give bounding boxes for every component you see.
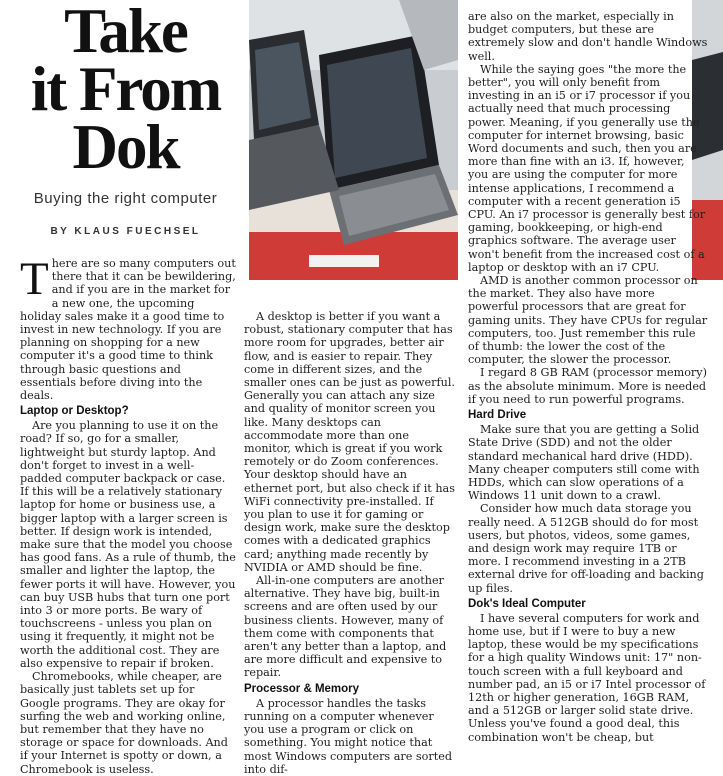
heading-hard-drive: Hard Drive: [468, 409, 527, 422]
column-3: [468, 10, 708, 744]
laptop-photo-icon: [249, 0, 458, 280]
paragraph: While the saying goes "the more the better", you will only benefit from investing in an i5 or i7 processor if you actually need that much processing power. Meaning, if you generally use the computer for internet browsing, basic Word documents and such, then you are more than fine with an i3. If, however, you are using the computer for more intense applications, I recommend a computer with a recent generation i5 CPU. An i7 processor is generally best for gaming, bookkeeping, or high-end graphics software. The average user won't benefit from the increased cost of a laptop or desktop with an i7 CPU.: [468, 62, 706, 274]
article-byline: BY KLAUS FUECHSEL: [50, 226, 201, 237]
paragraph: are also on the market, especially in budget computers, but these are extremely slow and don't handle Windows well.: [468, 10, 708, 63]
paragraph: AMD is another common processor on the market. They also have more powerful processors that are great for gaming units. They have CPUs for regular computers, too. Just remember this rule of thumb: the lower the cost of the computer, the slower the processor.: [468, 274, 708, 367]
paragraph: Are you planning to use it on the road? If so, go for a smaller, lightweight but sturdy laptop. And don't forget to invest in a well-padded computer backpack or case. If this will be a relatively stationary laptop for home or business use, a bigger laptop with a larger screen is better. If design work is intended, make sure that the model you choose has good fans. As a rule of thumb, the smaller and lighter the laptop, the fewer ports it will have. However, you can buy USB hubs that turn one port into 3 or more ports. Be wary of touchscreens - unless you plan on using it frequently, it might not be worth the additional cost. They are also expensive to repair if broken.: [20, 419, 236, 670]
article-title: [18, 0, 233, 182]
intro-text: here are so many computers out there that it can be bewildering, and if you are in the market for a new one, the upcoming holiday sales make it a good time to invest in new technology. If you are planning on shopping for a new computer it's a good time to think through basic questions and essentials before diving into the deals.: [20, 257, 236, 403]
paragraph: Consider how much data storage you really need. A 512GB should do for most users, but photos, videos, some games, and design work may require 1TB or more. I recommend investing in a 2TB external drive for off-loading and backing up files.: [468, 502, 704, 595]
column-1: [20, 253, 236, 776]
paragraph: I regard 8 GB RAM (processor memory) as the absolute minimum. More is needed if you need to run powerful programs.: [468, 366, 707, 406]
paragraph: I have several computers for work and home use, but if I were to buy a new laptop, these would be my specifications for a high quality Windows unit: 17" non-touch screen with a full keyboard and number pad, an i5 or i7 Intel processor of 12th or higher generation, 16GB RAM, and a 512GB or larger solid state drive. Unless you've found a good deal, this combination won't be cheap, but: [468, 611, 706, 744]
title-line-3: Dok: [72, 112, 179, 182]
article-subtitle: Buying the right computer: [33, 190, 218, 207]
heading-processor-memory: Processor & Memory: [244, 682, 360, 695]
laptop-photo: [249, 0, 458, 280]
drop-cap: T: [20, 253, 49, 305]
paragraph: Make sure that you are getting a Solid State Drive (SDD) and not the older standard mechanical hard drive (HDD). Many cheaper computers still come with HDDs, which can slow operations of a Windows 11 unit down to a crawl.: [468, 423, 700, 503]
paragraph: A desktop is better if you want a robust, stationary computer that has more room for upgrades, better air flow, and is easier to repair. They come in different sizes, and the smaller ones can be just as powerful. Generally you can attach any size and quality of monitor screen you like. Many desktops can accommodate more than one monitor, which is great if you work remotely or do Zoom conferences. Your desktop should have an ethernet port, but also check if it has WiFi connectivity pre-installed. If you plan to use it for gaming or design work, make sure the desktop comes with a dedicated graphics card; anything made recently by NVIDIA or AMD should be fine.: [244, 310, 455, 574]
paragraph: Chromebooks, while cheaper, are basically just tablets set up for Google programs. They are okay for surfing the web and working online, but remember that they have no storage or space for downloads. And if your Internet is spotty or down, a Chromebook is useless.: [20, 670, 228, 776]
title-line-1: Take: [64, 0, 187, 66]
paragraph: A processor handles the tasks running on a computer whenever you use a program or click on something. You might notice that most Windows computers are sorted into dif-: [244, 696, 453, 776]
column-2: [244, 310, 456, 776]
title-line-2: it From: [30, 54, 221, 124]
heading-doks-ideal-computer: Dok's Ideal Computer: [468, 597, 586, 610]
heading-laptop-or-desktop: Laptop or Desktop?: [20, 405, 129, 418]
intro-paragraph: [20, 253, 236, 403]
paragraph: All-in-one computers are another alternative. They have big, built-in screens and are often used by our business clients. However, many of them come with components that aren't any better than a laptop, and are more difficult and expensive to repair.: [244, 574, 447, 680]
